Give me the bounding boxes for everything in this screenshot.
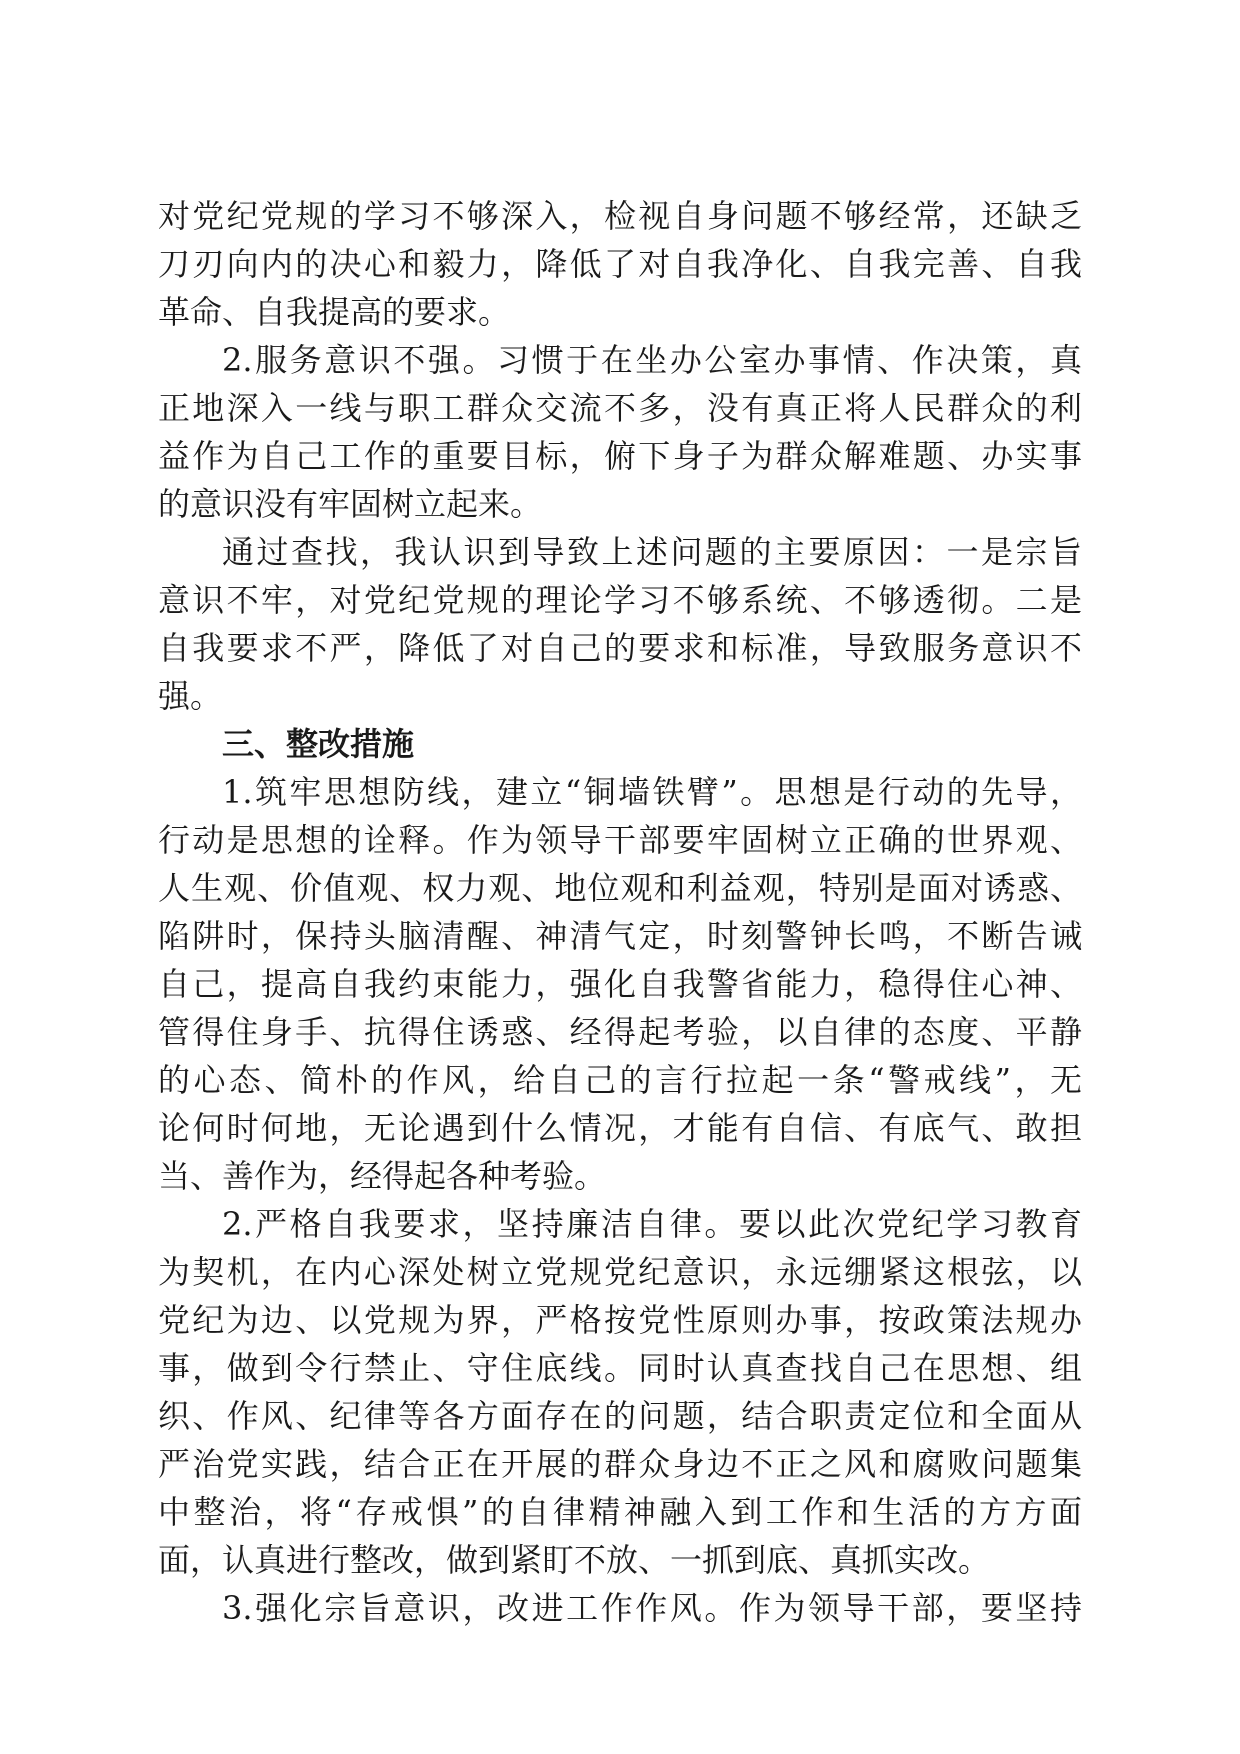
text-line: 强。 [158,677,223,715]
text-line: 通过查找，我认识到导致上述问题的主要原因：一是宗旨 [222,533,1082,571]
text-line: 意识不牢，对党纪党规的理论学习不够系统、不够透彻。二是 [158,581,1082,619]
text-line: 陷阱时，保持头脑清醒、神清气定，时刻警钟长鸣，不断告诫 [158,917,1082,955]
document-body [158,192,1082,1632]
text-line: 1.筑牢思想防线，建立“铜墙铁臂”。思想是行动的先导， [222,773,1082,811]
text-line: 严治党实践，结合正在开展的群众身边不正之风和腐败问题集 [158,1445,1082,1483]
text-line: 对党纪党规的学习不够深入，检视自身问题不够经常，还缺乏 [158,197,1082,235]
text-line: 事，做到令行禁止、守住底线。同时认真查找自己在思想、组 [158,1349,1082,1387]
text-line: 3.强化宗旨意识，改进工作作风。作为领导干部，要坚持 [222,1589,1082,1627]
text-line: 论何时何地，无论遇到什么情况，才能有自信、有底气、敢担 [158,1109,1082,1147]
text-line: 行动是思想的诠释。作为领导干部要牢固树立正确的世界观、 [158,821,1082,859]
text-line: 正地深入一线与职工群众交流不多，没有真正将人民群众的利 [158,389,1082,427]
text-line: 2.服务意识不强。习惯于在坐办公室办事情、作决策，真 [222,341,1082,379]
text-line: 2.严格自我要求，坚持廉洁自律。要以此次党纪学习教育 [222,1205,1082,1243]
text-line: 中整治，将“存戒惧”的自律精神融入到工作和生活的方方面 [158,1493,1082,1531]
section-heading: 三、整改措施 [222,725,415,763]
text-line: 的意识没有牢固树立起来。 [158,485,543,523]
text-line: 自我要求不严，降低了对自己的要求和标准，导致服务意识不 [158,629,1082,667]
text-line: 益作为自己工作的重要目标，俯下身子为群众解难题、办实事 [158,437,1082,475]
text-line: 人生观、价值观、权力观、地位观和利益观，特别是面对诱惑、 [158,869,1082,907]
text-line: 革命、自我提高的要求。 [158,293,511,331]
text-line: 的心态、简朴的作风，给自己的言行拉起一条“警戒线”，无 [158,1061,1082,1099]
text-line: 自己，提高自我约束能力，强化自我警省能力，稳得住心神、 [158,965,1082,1003]
text-line: 织、作风、纪律等各方面存在的问题，结合职责定位和全面从 [158,1397,1082,1435]
text-line: 为契机，在内心深处树立党规党纪意识，永远绷紧这根弦，以 [158,1253,1082,1291]
text-line: 党纪为边、以党规为界，严格按党性原则办事，按政策法规办 [158,1301,1082,1339]
text-line: 刀刃向内的决心和毅力，降低了对自我净化、自我完善、自我 [158,245,1082,283]
text-line: 当、善作为，经得起各种考验。 [158,1157,607,1195]
text-line: 管得住身手、抗得住诱惑、经得起考验，以自律的态度、平静 [158,1013,1082,1051]
text-line: 面，认真进行整改，做到紧盯不放、一抓到底、真抓实改。 [158,1541,991,1579]
